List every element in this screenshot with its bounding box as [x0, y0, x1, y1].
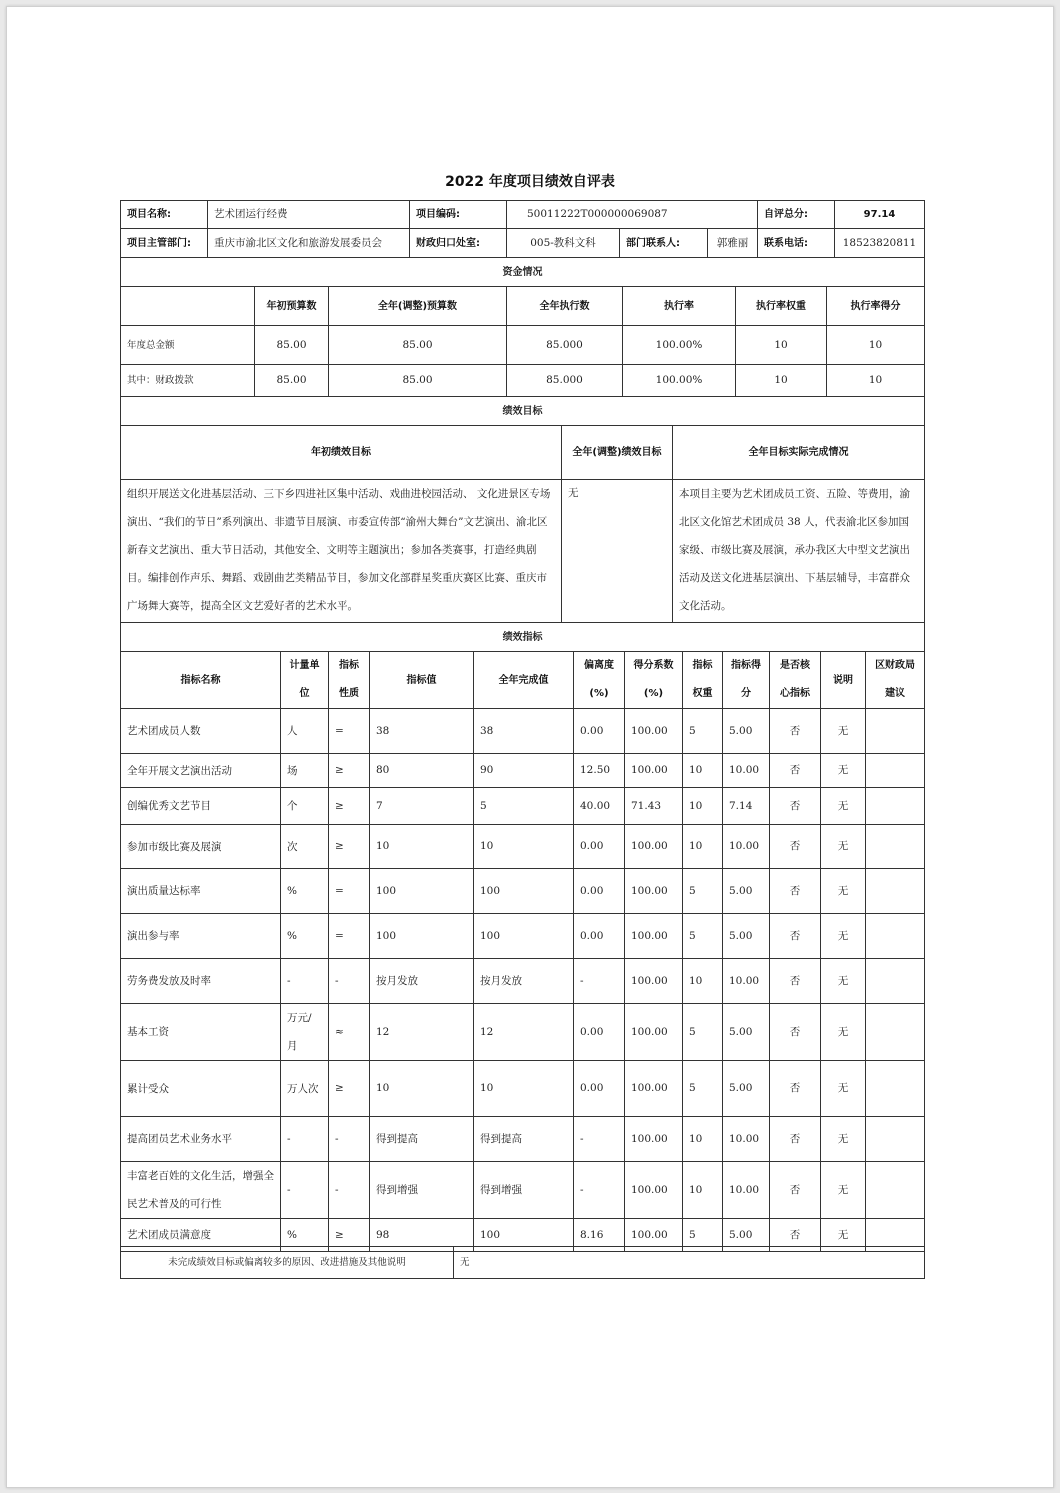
indicator-cell: 10 [683, 825, 723, 869]
project-name-value: 艺术团运行经费 [208, 201, 410, 229]
indicator-cell: 5.00 [723, 914, 770, 959]
indicator-cell: 100.00 [625, 959, 683, 1004]
indicator-cell [866, 1004, 925, 1061]
phone-label: 联系电话: [758, 229, 835, 258]
indicator-cell [866, 1061, 925, 1117]
indicator-cell: 100 [474, 914, 574, 959]
indicator-cell: 5 [683, 914, 723, 959]
indicator-cell: ≥ [329, 754, 370, 788]
indicator-cell: 0.00 [574, 825, 625, 869]
project-code-value: 50011222T000000069087 [507, 201, 758, 229]
funds-cell: 100.00% [623, 365, 736, 397]
indicator-cell: 否 [770, 788, 821, 825]
indicator-cell: 个 [281, 788, 329, 825]
indicator-cell: 否 [770, 869, 821, 914]
indicator-cell: 5 [683, 1004, 723, 1061]
indicator-cell: 10.00 [723, 754, 770, 788]
ind-header: 全年完成值 [474, 652, 574, 709]
indicator-cell: 80 [370, 754, 474, 788]
indicator-cell: 参加市级比赛及展演 [121, 825, 281, 869]
indicator-cell: 10.00 [723, 959, 770, 1004]
indicator-cell: ≥ [329, 1061, 370, 1117]
indicator-cell: 7.14 [723, 788, 770, 825]
indicator-cell: ≥ [329, 825, 370, 869]
indicator-cell: % [281, 869, 329, 914]
goals-header-actual: 全年目标实际完成情况 [673, 426, 925, 480]
indicator-cell: 100 [474, 869, 574, 914]
indicator-cell: 艺术团成员满意度 [121, 1219, 281, 1252]
indicator-cell: - [329, 1117, 370, 1162]
indicator-cell: - [281, 1162, 329, 1219]
funds-cell: 85.00 [255, 365, 329, 397]
indicator-cell: 全年开展文艺演出活动 [121, 754, 281, 788]
indicator-cell: - [329, 959, 370, 1004]
contact-label: 部门联系人: [620, 229, 708, 258]
indicator-cell: 否 [770, 1004, 821, 1061]
indicator-cell: 累计受众 [121, 1061, 281, 1117]
indicator-cell: 按月发放 [370, 959, 474, 1004]
indicator-cell: 5 [683, 869, 723, 914]
funds-cell: 85.000 [507, 365, 623, 397]
indicator-cell: 无 [821, 959, 866, 1004]
indicator-cell: - [281, 1117, 329, 1162]
funds-cell: 10 [736, 326, 827, 365]
funds-header-0 [121, 287, 255, 326]
goals-actual-text: 本项目主要为艺术团成员工资、五险、等费用，渝北区文化馆艺术团成员 38 人，代表渝北区参加国家级、市级比赛及展演，承办我区大中型文艺演出活动及送文化进基层演出、下基层辅导，丰富群众文化活动。 [673, 480, 925, 623]
ind-header: 计量单位 [281, 652, 329, 709]
indicator-cell: 10.00 [723, 1117, 770, 1162]
ind-header: 偏离度(%) [574, 652, 625, 709]
funds-header-5: 执行率权重 [736, 287, 827, 326]
indicator-cell: 0.00 [574, 1004, 625, 1061]
indicator-cell [866, 1162, 925, 1219]
indicator-cell: 得到提高 [370, 1117, 474, 1162]
funds-row [121, 326, 925, 365]
phone-value: 18523820811 [835, 229, 925, 258]
ind-header: 区财政局建议 [866, 652, 925, 709]
indicator-cell: 否 [770, 709, 821, 754]
indicator-cell: 10 [683, 1162, 723, 1219]
dept-value: 重庆市渝北区文化和旅游发展委员会 [208, 229, 410, 258]
indicator-row [121, 1061, 925, 1117]
indicator-cell: 人 [281, 709, 329, 754]
indicator-row [121, 788, 925, 825]
indicator-cell: 次 [281, 825, 329, 869]
indicator-cell: 演出参与率 [121, 914, 281, 959]
info-table-row2 [120, 228, 925, 258]
indicator-cell: 0.00 [574, 914, 625, 959]
indicator-cell: = [329, 914, 370, 959]
indicator-cell: 演出质量达标率 [121, 869, 281, 914]
indicator-cell [866, 825, 925, 869]
indicator-cell: 10.00 [723, 825, 770, 869]
indicator-row [121, 754, 925, 788]
indicator-cell: 5.00 [723, 1004, 770, 1061]
indicator-row [121, 959, 925, 1004]
indicator-row [121, 825, 925, 869]
indicator-cell: 12 [474, 1004, 574, 1061]
indicator-cell: 100.00 [625, 1004, 683, 1061]
indicator-cell: 5.00 [723, 1219, 770, 1252]
funds-header-3: 全年执行数 [507, 287, 623, 326]
funds-cell: 其中：财政拨款 [121, 365, 255, 397]
indicator-cell: 艺术团成员人数 [121, 709, 281, 754]
indicator-cell: 0.00 [574, 1061, 625, 1117]
indicator-cell: 90 [474, 754, 574, 788]
goals-section-title: 绩效目标 [121, 397, 925, 426]
goals-table [120, 396, 925, 623]
indicator-cell: ≈ [329, 1004, 370, 1061]
indicator-cell: ≥ [329, 788, 370, 825]
indicator-cell: 5 [683, 1061, 723, 1117]
ind-header: 说明 [821, 652, 866, 709]
indicator-cell: 10 [370, 825, 474, 869]
funds-cell: 10 [827, 326, 925, 365]
indicator-cell: - [329, 1162, 370, 1219]
indicators-footer [120, 1246, 925, 1279]
funds-cell: 85.00 [255, 326, 329, 365]
ind-header: 指标值 [370, 652, 474, 709]
funds-cell: 10 [827, 365, 925, 397]
funds-cell: 年度总金额 [121, 326, 255, 365]
indicators-table [120, 622, 925, 1252]
indicator-cell: - [281, 959, 329, 1004]
indicator-cell: 100 [370, 914, 474, 959]
indicator-cell: 10 [683, 754, 723, 788]
goals-initial-text: 组织开展送文化进基层活动、三下乡四进社区集中活动、戏曲进校园活动、 文化进景区专场演出、“我们的节日”系列演出、非遗节目展演、市委宣传部“渝州大舞台”文艺演出、渝北区新春文艺演出、重大节日活动，其他安全、文明等主题演出；参加各类赛事，打造经典剧目。编排创作声乐、舞蹈、戏剧曲艺类精品节目，参加文化部群星奖重庆赛区比赛、重庆市广场舞大赛等，提高全区文艺爱好者的艺术水平。 [121, 480, 562, 623]
indicator-cell: 否 [770, 825, 821, 869]
indicator-cell: 100.00 [625, 709, 683, 754]
indicator-cell: 无 [821, 754, 866, 788]
indicator-cell: - [574, 1162, 625, 1219]
indicator-cell: 得到增强 [474, 1162, 574, 1219]
indicator-cell: 100 [474, 1219, 574, 1252]
indicator-cell: 否 [770, 1162, 821, 1219]
indicator-cell: 提高团员艺术业务水平 [121, 1117, 281, 1162]
indicator-cell [866, 959, 925, 1004]
ind-header: 指标权重 [683, 652, 723, 709]
funds-header-1: 年初预算数 [255, 287, 329, 326]
self-score-value: 97.14 [835, 201, 925, 229]
indicator-cell: 万人次 [281, 1061, 329, 1117]
indicator-cell [866, 754, 925, 788]
indicator-row [121, 1117, 925, 1162]
indicator-cell: 12 [370, 1004, 474, 1061]
indicator-cell: 劳务费发放及时率 [121, 959, 281, 1004]
funds-section-title: 资金情况 [121, 258, 925, 287]
funds-header-4: 执行率 [623, 287, 736, 326]
footer-value: 无 [454, 1247, 925, 1279]
indicator-cell: ≥ [329, 1219, 370, 1252]
project-name-label: 项目名称: [121, 201, 208, 229]
indicator-cell [866, 869, 925, 914]
indicator-cell: 无 [821, 825, 866, 869]
info-table [120, 200, 925, 229]
indicator-cell: 无 [821, 1004, 866, 1061]
indicator-cell: 100.00 [625, 1061, 683, 1117]
indicator-cell: 5.00 [723, 869, 770, 914]
indicator-cell [866, 709, 925, 754]
indicator-cell [866, 1117, 925, 1162]
indicator-cell: 基本工资 [121, 1004, 281, 1061]
indicator-cell: 0.00 [574, 709, 625, 754]
indicator-cell: 无 [821, 914, 866, 959]
indicator-row [121, 709, 925, 754]
indicator-cell: 10 [683, 788, 723, 825]
indicator-cell: 12.50 [574, 754, 625, 788]
indicator-cell: 5.00 [723, 709, 770, 754]
funds-cell: 10 [736, 365, 827, 397]
indicators-section-title: 绩效指标 [121, 623, 925, 652]
indicator-cell: 5 [474, 788, 574, 825]
indicator-cell: 否 [770, 1117, 821, 1162]
indicator-cell: 100.00 [625, 869, 683, 914]
funds-cell: 85.00 [329, 326, 507, 365]
indicator-cell: 否 [770, 914, 821, 959]
ind-header: 指标得分 [723, 652, 770, 709]
page-title: 2022 年度项目绩效自评表 [445, 174, 615, 190]
indicator-cell: 0.00 [574, 869, 625, 914]
indicator-cell: 7 [370, 788, 474, 825]
indicator-cell: 无 [821, 869, 866, 914]
indicator-cell: % [281, 914, 329, 959]
ind-header: 指标名称 [121, 652, 281, 709]
indicator-cell: 100.00 [625, 914, 683, 959]
indicator-cell: 10 [683, 1117, 723, 1162]
indicator-cell: 10 [683, 959, 723, 1004]
goals-header-initial: 年初绩效目标 [121, 426, 562, 480]
indicator-cell: 5.00 [723, 1061, 770, 1117]
funds-row [121, 365, 925, 397]
dept-label: 项目主管部门: [121, 229, 208, 258]
indicator-cell [866, 788, 925, 825]
indicator-cell: = [329, 869, 370, 914]
indicator-cell: 场 [281, 754, 329, 788]
indicator-cell: 100.00 [625, 1219, 683, 1252]
indicator-cell: 100.00 [625, 1117, 683, 1162]
indicator-cell: 创编优秀文艺节目 [121, 788, 281, 825]
indicator-cell: 8.16 [574, 1219, 625, 1252]
funds-cell: 85.000 [507, 326, 623, 365]
ind-header: 是否核心指标 [770, 652, 821, 709]
indicator-cell: = [329, 709, 370, 754]
indicator-cell: 100.00 [625, 1162, 683, 1219]
indicator-cell: 71.43 [625, 788, 683, 825]
indicator-cell: 按月发放 [474, 959, 574, 1004]
funds-table [120, 257, 925, 397]
indicator-cell: 得到增强 [370, 1162, 474, 1219]
office-value: 005-教科文科 [507, 229, 620, 258]
indicator-row [121, 1004, 925, 1061]
indicator-cell: 无 [821, 1162, 866, 1219]
indicator-cell: 无 [821, 1117, 866, 1162]
indicator-cell: 38 [474, 709, 574, 754]
indicator-cell: 无 [821, 788, 866, 825]
indicator-cell: 10 [370, 1061, 474, 1117]
indicator-cell: 100 [370, 869, 474, 914]
funds-header-6: 执行率得分 [827, 287, 925, 326]
indicator-cell: 10 [474, 825, 574, 869]
indicator-cell: 5 [683, 709, 723, 754]
indicator-cell: 40.00 [574, 788, 625, 825]
indicator-cell: 10.00 [723, 1162, 770, 1219]
funds-cell: 85.00 [329, 365, 507, 397]
indicator-row [121, 914, 925, 959]
goals-header-adjusted: 全年(调整)绩效目标 [562, 426, 673, 480]
ind-header: 得分系数(%) [625, 652, 683, 709]
indicator-cell: 10 [474, 1061, 574, 1117]
office-label: 财政归口处室: [410, 229, 507, 258]
indicator-cell: - [574, 959, 625, 1004]
indicator-cell: 万元/月 [281, 1004, 329, 1061]
indicator-cell: - [574, 1117, 625, 1162]
indicator-cell: 否 [770, 754, 821, 788]
indicator-cell: 98 [370, 1219, 474, 1252]
indicator-row [121, 1162, 925, 1219]
funds-cell: 100.00% [623, 326, 736, 365]
ind-header: 指标性质 [329, 652, 370, 709]
indicator-cell: 丰富老百姓的文化生活，增强全民艺术普及的可行性 [121, 1162, 281, 1219]
project-code-label: 项目编码: [410, 201, 507, 229]
indicator-cell: 5 [683, 1219, 723, 1252]
self-score-label: 自评总分: [758, 201, 835, 229]
indicator-cell: 否 [770, 1061, 821, 1117]
indicator-cell: 100.00 [625, 754, 683, 788]
indicator-cell [866, 914, 925, 959]
indicator-cell: 38 [370, 709, 474, 754]
funds-header-2: 全年(调整)预算数 [329, 287, 507, 326]
indicator-cell: 无 [821, 1219, 866, 1252]
indicator-cell: % [281, 1219, 329, 1252]
indicator-cell: 100.00 [625, 825, 683, 869]
goals-adjusted-text: 无 [562, 480, 673, 623]
indicator-cell: 否 [770, 1219, 821, 1252]
indicator-cell: 无 [821, 1061, 866, 1117]
indicator-row [121, 869, 925, 914]
footer-label: 未完成绩效目标或偏离较多的原因、改进措施及其他说明 [121, 1247, 454, 1279]
indicator-cell: 无 [821, 709, 866, 754]
indicator-cell: 得到提高 [474, 1117, 574, 1162]
indicator-cell: 否 [770, 959, 821, 1004]
contact-value: 郭雅丽 [708, 229, 758, 258]
